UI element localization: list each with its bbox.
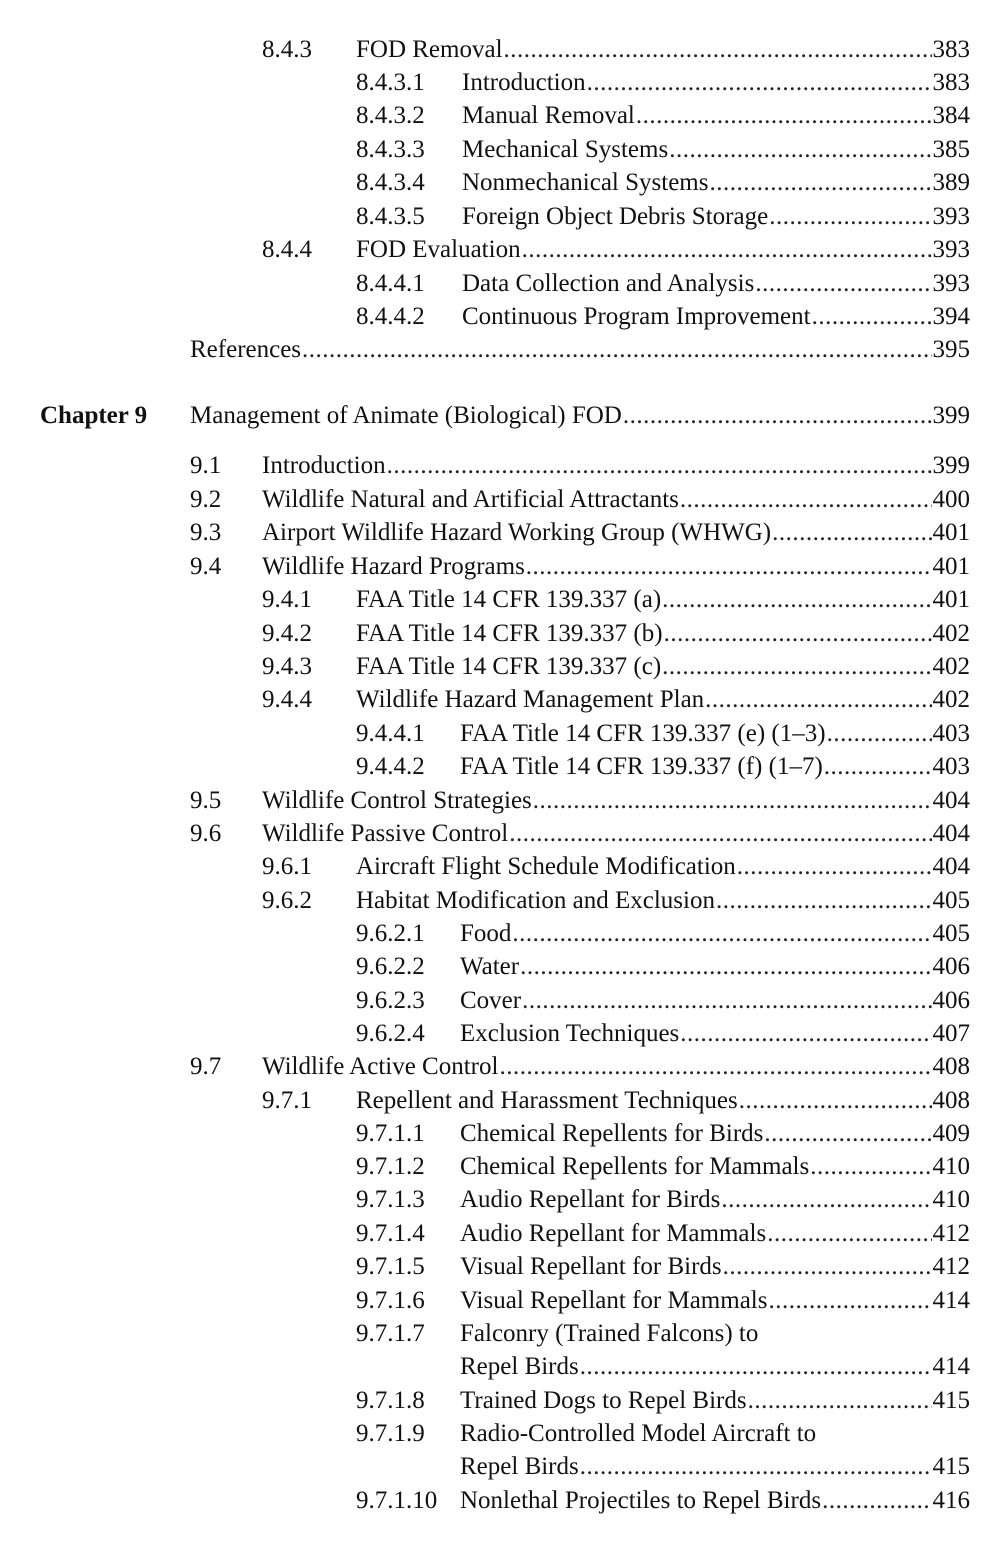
page-number: 414 bbox=[932, 1353, 970, 1380]
toc-entry[interactable] bbox=[460, 1251, 970, 1283]
section-number: 9.6.2 bbox=[262, 887, 312, 914]
toc-entry[interactable] bbox=[460, 1351, 970, 1383]
toc-entry[interactable] bbox=[356, 618, 970, 650]
page-number: 394 bbox=[932, 303, 970, 330]
toc-row bbox=[0, 785, 1002, 817]
toc-row bbox=[0, 1351, 1002, 1383]
toc-entry[interactable] bbox=[460, 1218, 970, 1250]
toc-row bbox=[0, 985, 1002, 1017]
section-title: FAA Title 14 CFR 139.337 (b) bbox=[356, 620, 663, 647]
page-number: 415 bbox=[932, 1387, 970, 1414]
toc-row bbox=[0, 484, 1002, 516]
toc-entry[interactable] bbox=[460, 1485, 970, 1517]
section-number: 9.4.1 bbox=[262, 586, 312, 613]
section-number: 9.4.3 bbox=[262, 653, 312, 680]
toc-row bbox=[0, 918, 1002, 950]
toc-row bbox=[0, 1285, 1002, 1317]
leader-dots bbox=[302, 334, 931, 366]
leader-dots bbox=[716, 885, 932, 917]
toc-entry[interactable] bbox=[462, 167, 970, 199]
chapter-label: Chapter 9 bbox=[40, 402, 148, 429]
section-number: 9.4.2 bbox=[262, 620, 312, 647]
toc-entry[interactable] bbox=[462, 268, 970, 300]
section-number: 8.4.4.2 bbox=[356, 303, 425, 330]
section-number: 9.7.1.2 bbox=[356, 1153, 425, 1180]
page-number: 410 bbox=[932, 1186, 970, 1213]
page-number: 408 bbox=[932, 1053, 970, 1080]
section-number: 8.4.3.2 bbox=[356, 102, 425, 129]
toc-entry[interactable] bbox=[262, 551, 970, 583]
chapter-title: Management of Animate (Biological) FOD bbox=[190, 402, 622, 429]
toc-row bbox=[0, 1418, 1002, 1450]
toc-row bbox=[0, 1318, 1002, 1350]
section-number: 8.4.4 bbox=[262, 236, 312, 263]
page-number: 385 bbox=[932, 136, 970, 163]
section-title: FAA Title 14 CFR 139.337 (c) bbox=[356, 653, 662, 680]
toc-entry[interactable] bbox=[462, 67, 970, 99]
toc-entry[interactable] bbox=[462, 134, 970, 166]
section-title: Chemical Repellents for Mammals bbox=[460, 1153, 810, 1180]
page-number: 409 bbox=[932, 1120, 970, 1147]
toc-entry[interactable] bbox=[460, 751, 970, 783]
section-number: 9.4 bbox=[190, 553, 222, 580]
page-number: 405 bbox=[932, 920, 970, 947]
leader-dots bbox=[755, 268, 931, 300]
leader-dots bbox=[764, 1118, 931, 1150]
toc-row bbox=[0, 301, 1002, 333]
leader-dots bbox=[721, 1184, 931, 1216]
toc-entry[interactable] bbox=[460, 1451, 970, 1483]
section-number: 9.7.1.8 bbox=[356, 1387, 425, 1414]
section-title: Airport Wildlife Hazard Working Group (WHWG) bbox=[262, 519, 772, 546]
section-title: Nonlethal Projectiles to Repel Birds bbox=[460, 1487, 822, 1514]
section-title: Wildlife Control Strategies bbox=[262, 787, 532, 814]
section-title: Introduction bbox=[262, 452, 386, 479]
section-number: 8.4.3.1 bbox=[356, 69, 425, 96]
leader-dots bbox=[509, 818, 931, 850]
toc-row bbox=[0, 167, 1002, 199]
page-number: 404 bbox=[932, 820, 970, 847]
page-number: 399 bbox=[932, 452, 970, 479]
section-number: 9.6.2.2 bbox=[356, 953, 425, 980]
section-number: 9.3 bbox=[190, 519, 222, 546]
page-number: 402 bbox=[932, 653, 970, 680]
leader-dots bbox=[512, 918, 931, 950]
toc-entry[interactable] bbox=[460, 918, 970, 950]
section-number: 9.6.2.4 bbox=[356, 1020, 425, 1047]
page-number: 384 bbox=[932, 102, 970, 129]
section-title: Wildlife Hazard Management Plan bbox=[356, 686, 705, 713]
toc-row bbox=[0, 818, 1002, 850]
toc-row-chapter bbox=[0, 400, 1002, 432]
section-number: 9.1 bbox=[190, 452, 222, 479]
leader-dots bbox=[769, 201, 931, 233]
section-title: Exclusion Techniques bbox=[460, 1020, 680, 1047]
section-number: 9.2 bbox=[190, 486, 222, 513]
toc-entry[interactable] bbox=[460, 1285, 970, 1317]
toc-row bbox=[0, 1385, 1002, 1417]
page-number: 410 bbox=[932, 1153, 970, 1180]
section-number: 9.4.4.1 bbox=[356, 720, 425, 747]
page-number: 393 bbox=[932, 236, 970, 263]
leader-dots bbox=[768, 1285, 931, 1317]
toc-row bbox=[0, 1018, 1002, 1050]
leader-dots bbox=[587, 67, 932, 99]
section-number: 9.6.2.1 bbox=[356, 920, 425, 947]
section-number: 9.6 bbox=[190, 820, 222, 847]
leader-dots bbox=[636, 100, 932, 132]
toc-row bbox=[0, 1051, 1002, 1083]
section-title: Mechanical Systems bbox=[462, 136, 669, 163]
section-title: FAA Title 14 CFR 139.337 (e) (1–3) bbox=[460, 720, 826, 747]
section-title-line2: Repel Birds bbox=[460, 1453, 579, 1480]
page-number: 393 bbox=[932, 270, 970, 297]
toc-entry[interactable] bbox=[356, 885, 970, 917]
section-number: 8.4.3 bbox=[262, 36, 312, 63]
leader-dots bbox=[522, 985, 931, 1017]
toc-row bbox=[0, 334, 1002, 366]
section-number: 9.7.1.7 bbox=[356, 1320, 425, 1347]
leader-dots bbox=[664, 618, 932, 650]
toc-row bbox=[0, 450, 1002, 482]
toc-row bbox=[0, 885, 1002, 917]
toc-entry[interactable] bbox=[462, 201, 970, 233]
page-number: 414 bbox=[932, 1287, 970, 1314]
section-title: Foreign Object Debris Storage bbox=[462, 203, 769, 230]
page-number: 402 bbox=[932, 620, 970, 647]
section-title-line1[interactable]: Falconry (Trained Falcons) to bbox=[460, 1320, 759, 1347]
toc-row bbox=[0, 134, 1002, 166]
page-number: 403 bbox=[932, 753, 970, 780]
toc-entry[interactable] bbox=[262, 1051, 970, 1083]
toc-row bbox=[0, 1251, 1002, 1283]
section-title: Trained Dogs to Repel Birds bbox=[460, 1387, 747, 1414]
page-number: 404 bbox=[932, 787, 970, 814]
page-number: 393 bbox=[932, 203, 970, 230]
toc-entry[interactable] bbox=[356, 851, 970, 883]
toc-row bbox=[0, 234, 1002, 266]
toc-entry-chapter[interactable] bbox=[190, 400, 970, 432]
page-number: 400 bbox=[932, 486, 970, 513]
section-title: Wildlife Natural and Artificial Attractants bbox=[262, 486, 679, 513]
toc-entry[interactable] bbox=[460, 985, 970, 1017]
toc-row bbox=[0, 851, 1002, 883]
section-number: 9.7.1.3 bbox=[356, 1186, 425, 1213]
leader-dots bbox=[669, 134, 931, 166]
section-title: FAA Title 14 CFR 139.337 (f) (1–7) bbox=[460, 753, 823, 780]
leader-dots bbox=[580, 1351, 932, 1383]
toc-row bbox=[0, 751, 1002, 783]
page-number: 401 bbox=[932, 519, 970, 546]
page-number: 404 bbox=[932, 853, 970, 880]
toc-entry[interactable] bbox=[462, 100, 970, 132]
section-number: 8.4.4.1 bbox=[356, 270, 425, 297]
leader-dots bbox=[520, 951, 931, 983]
leader-dots bbox=[680, 484, 932, 516]
page-number: 412 bbox=[932, 1220, 970, 1247]
section-title: Continuous Program Improvement bbox=[462, 303, 811, 330]
leader-dots bbox=[810, 1151, 931, 1183]
leader-dots bbox=[387, 450, 932, 482]
leader-dots bbox=[772, 517, 931, 549]
toc-entry[interactable] bbox=[460, 1385, 970, 1417]
page-number: 399 bbox=[932, 402, 970, 429]
section-number: 9.4.4.2 bbox=[356, 753, 425, 780]
section-number: 9.6.1 bbox=[262, 853, 312, 880]
toc-entry[interactable] bbox=[262, 450, 970, 482]
page-number: 395 bbox=[932, 336, 970, 363]
leader-dots bbox=[737, 851, 932, 883]
leader-dots bbox=[526, 551, 932, 583]
toc-entry[interactable] bbox=[356, 584, 970, 616]
page-number: 401 bbox=[932, 586, 970, 613]
toc-row bbox=[0, 34, 1002, 66]
section-title: Data Collection and Analysis bbox=[462, 270, 755, 297]
section-title: Repellent and Harassment Techniques bbox=[356, 1087, 738, 1114]
toc-entry[interactable] bbox=[460, 1151, 970, 1183]
section-title: Cover bbox=[460, 987, 522, 1014]
leader-dots bbox=[827, 718, 932, 750]
leader-dots bbox=[504, 34, 932, 66]
toc-row bbox=[0, 718, 1002, 750]
toc-row bbox=[0, 201, 1002, 233]
page-number: 408 bbox=[932, 1087, 970, 1114]
section-title: Visual Repellant for Birds bbox=[460, 1253, 722, 1280]
section-title: Chemical Repellents for Birds bbox=[460, 1120, 764, 1147]
leader-dots bbox=[662, 651, 931, 683]
leader-dots bbox=[748, 1385, 932, 1417]
toc-entry[interactable] bbox=[460, 951, 970, 983]
toc-row bbox=[0, 1485, 1002, 1517]
page-number: 401 bbox=[932, 553, 970, 580]
toc-row bbox=[0, 100, 1002, 132]
section-number: 9.7.1.5 bbox=[356, 1253, 425, 1280]
section-number: 8.4.3.5 bbox=[356, 203, 425, 230]
leader-dots bbox=[822, 1485, 931, 1517]
leader-dots bbox=[705, 684, 931, 716]
toc-row bbox=[0, 1085, 1002, 1117]
toc-row bbox=[0, 951, 1002, 983]
section-title: References bbox=[190, 336, 302, 363]
page-number: 406 bbox=[932, 953, 970, 980]
page-number: 412 bbox=[932, 1253, 970, 1280]
toc-entry[interactable] bbox=[262, 818, 970, 850]
leader-dots bbox=[723, 1251, 932, 1283]
section-number: 9.7.1.1 bbox=[356, 1120, 425, 1147]
leader-dots bbox=[499, 1051, 931, 1083]
toc-row bbox=[0, 584, 1002, 616]
toc-entry[interactable] bbox=[262, 785, 970, 817]
section-number: 9.7.1 bbox=[262, 1087, 312, 1114]
page-number: 416 bbox=[932, 1487, 970, 1514]
toc-row bbox=[0, 1184, 1002, 1216]
toc-row bbox=[0, 651, 1002, 683]
section-number: 9.7.1.9 bbox=[356, 1420, 425, 1447]
leader-dots bbox=[680, 1018, 931, 1050]
section-title: Wildlife Passive Control bbox=[262, 820, 509, 847]
toc-entry[interactable] bbox=[462, 301, 970, 333]
section-title: Wildlife Hazard Programs bbox=[262, 553, 525, 580]
toc-row bbox=[0, 268, 1002, 300]
page-number: 407 bbox=[932, 1020, 970, 1047]
section-number: 9.6.2.3 bbox=[356, 987, 425, 1014]
section-number: 9.4.4 bbox=[262, 686, 312, 713]
toc-row bbox=[0, 517, 1002, 549]
toc-row bbox=[0, 551, 1002, 583]
toc-entry[interactable] bbox=[262, 517, 970, 549]
toc-row bbox=[0, 1218, 1002, 1250]
section-title-line1[interactable]: Radio-Controlled Model Aircraft to bbox=[460, 1420, 817, 1447]
section-title: Habitat Modification and Exclusion bbox=[356, 887, 715, 914]
section-title: Water bbox=[460, 953, 520, 980]
toc-row bbox=[0, 1151, 1002, 1183]
leader-dots bbox=[767, 1218, 931, 1250]
section-title: Introduction bbox=[462, 69, 586, 96]
page-number: 406 bbox=[932, 987, 970, 1014]
toc-entry[interactable] bbox=[262, 484, 970, 516]
page-number: 383 bbox=[932, 36, 970, 63]
section-title: FOD Evaluation bbox=[356, 236, 521, 263]
section-title: Nonmechanical Systems bbox=[462, 169, 709, 196]
section-title: FAA Title 14 CFR 139.337 (a) bbox=[356, 586, 662, 613]
section-number: 9.7 bbox=[190, 1053, 222, 1080]
toc-entry[interactable] bbox=[356, 684, 970, 716]
leader-dots bbox=[709, 167, 931, 199]
section-title: Visual Repellant for Mammals bbox=[460, 1287, 768, 1314]
toc-row bbox=[0, 684, 1002, 716]
toc-entry[interactable] bbox=[460, 1184, 970, 1216]
page-number: 402 bbox=[932, 686, 970, 713]
section-title: Audio Repellant for Mammals bbox=[460, 1220, 767, 1247]
leader-dots bbox=[580, 1451, 932, 1483]
page-number: 383 bbox=[932, 69, 970, 96]
section-title: Aircraft Flight Schedule Modification bbox=[356, 853, 736, 880]
section-title: Audio Repellant for Birds bbox=[460, 1186, 721, 1213]
toc-row bbox=[0, 618, 1002, 650]
page-number: 415 bbox=[932, 1453, 970, 1480]
toc-entry[interactable] bbox=[460, 1018, 970, 1050]
section-number: 9.7.1.10 bbox=[356, 1487, 438, 1514]
toc-entry[interactable] bbox=[356, 34, 970, 66]
page-number: 405 bbox=[932, 887, 970, 914]
section-number: 9.7.1.6 bbox=[356, 1287, 425, 1314]
section-title-line2: Repel Birds bbox=[460, 1353, 579, 1380]
leader-dots bbox=[812, 301, 932, 333]
toc-entry[interactable] bbox=[460, 1118, 970, 1150]
toc-entry[interactable] bbox=[356, 234, 970, 266]
page-number: 403 bbox=[932, 720, 970, 747]
leader-dots bbox=[623, 400, 932, 432]
toc-row bbox=[0, 67, 1002, 99]
section-title: Wildlife Active Control bbox=[262, 1053, 499, 1080]
leader-dots bbox=[522, 234, 932, 266]
section-number: 8.4.3.4 bbox=[356, 169, 425, 196]
section-title: Manual Removal bbox=[462, 102, 635, 129]
section-title: FOD Removal bbox=[356, 36, 503, 63]
toc-entry-references[interactable] bbox=[190, 334, 970, 366]
leader-dots bbox=[824, 751, 932, 783]
leader-dots bbox=[739, 1085, 932, 1117]
section-number: 8.4.3.3 bbox=[356, 136, 425, 163]
leader-dots bbox=[662, 584, 931, 616]
section-title: Food bbox=[460, 920, 512, 947]
section-number: 9.7.1.4 bbox=[356, 1220, 425, 1247]
toc-entry[interactable] bbox=[356, 1085, 970, 1117]
leader-dots bbox=[533, 785, 932, 817]
toc-row bbox=[0, 1451, 1002, 1483]
page-number: 389 bbox=[932, 169, 970, 196]
toc-entry[interactable] bbox=[460, 718, 970, 750]
toc-row bbox=[0, 1118, 1002, 1150]
toc-entry[interactable] bbox=[356, 651, 970, 683]
section-number: 9.5 bbox=[190, 787, 222, 814]
